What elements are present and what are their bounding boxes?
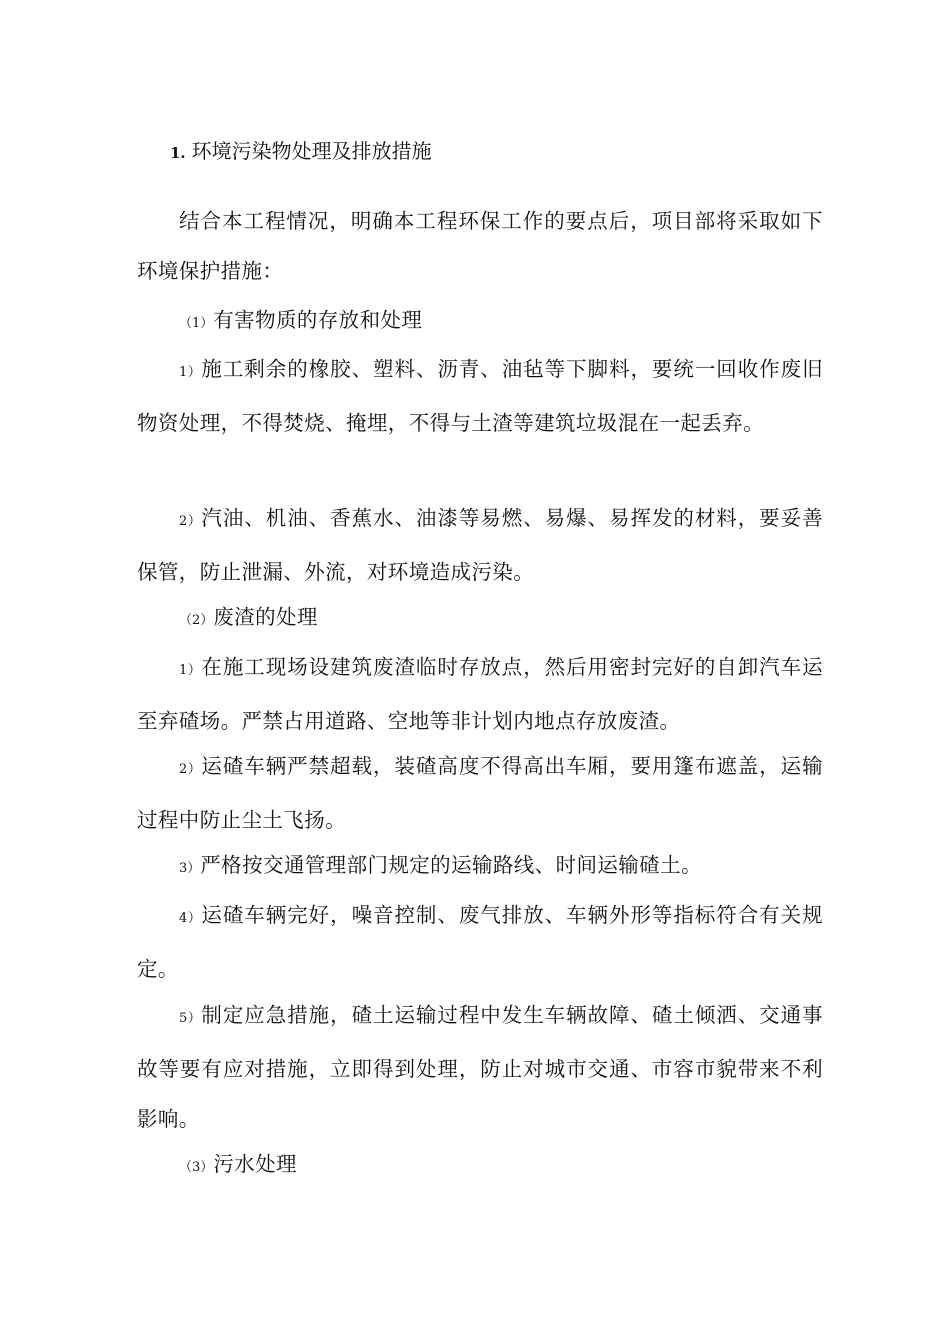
list-marker: 2） [179, 514, 202, 529]
list-marker: 3） [179, 861, 201, 876]
subsection-heading-sewage [137, 1139, 823, 1193]
list-item [137, 840, 823, 894]
paragraph-text: 污水处理 [213, 1152, 297, 1176]
section-title: 环境污染物处理及排放措施 [191, 139, 432, 163]
subsection-heading-waste-residue [137, 592, 823, 646]
list-marker: （3） [179, 1160, 214, 1175]
paragraph-text: 运碴车辆严禁超载，装碴高度不得高出车厢，要用篷布遮盖，运输过程中防止尘土飞扬。 [137, 754, 823, 832]
section-number: 1. [170, 144, 186, 162]
paragraph-text: 废渣的处理 [213, 605, 318, 629]
paragraph-text: 有害物质的存放和处理 [213, 308, 423, 332]
list-marker: （1） [179, 316, 214, 331]
list-marker: 5） [179, 1011, 202, 1026]
list-marker: 2） [179, 762, 202, 777]
subsection-heading-hazardous [137, 295, 823, 349]
section-heading [170, 136, 432, 168]
paragraph-text: 结合本工程情况，明确本工程环保工作的要点后，项目部将采取如下环境保护措施： [137, 209, 823, 283]
list-marker: 1） [179, 365, 202, 380]
paragraph-text: 汽油、机油、香蕉水、油漆等易燃、易爆、易挥发的材料，要妥善保管，防止泄漏、外流，对环境造成污染。 [137, 506, 823, 584]
paragraph-text: 严格按交通管理部门规定的运输路线、时间运输碴土。 [200, 853, 702, 877]
paragraph-text: 运碴车辆完好，噪音控制、废气排放、车辆外形等指标符合有关规定。 [137, 903, 823, 981]
paragraph-text: 施工剩余的橡胶、塑料、沥青、油毡等下脚料，要统一回收作废旧物资处理，不得焚烧、掩埋，不得与土渣等建筑垃圾混在一起丢弃。 [137, 357, 823, 435]
list-item [137, 890, 823, 994]
paragraph-text: 制定应急措施，碴土运输过程中发生车辆故障、碴土倾洒、交通事故等要有应对措施，立即得到处理，防止对城市交通、市容市貌带来不利影响。 [137, 1003, 823, 1131]
paragraph-text: 在施工现场设建筑废渣临时存放点，然后用密封完好的自卸汽车运至弃碴场。严禁占用道路、空地等非计划内地点存放废渣。 [137, 655, 823, 733]
list-item [137, 344, 823, 448]
paragraph-intro [137, 196, 823, 296]
list-item [137, 493, 823, 597]
list-marker: 4） [179, 911, 202, 926]
list-item [137, 642, 823, 746]
list-marker: （2） [179, 613, 214, 628]
list-marker: 1） [179, 663, 202, 678]
list-item [137, 990, 823, 1144]
list-item [137, 741, 823, 845]
